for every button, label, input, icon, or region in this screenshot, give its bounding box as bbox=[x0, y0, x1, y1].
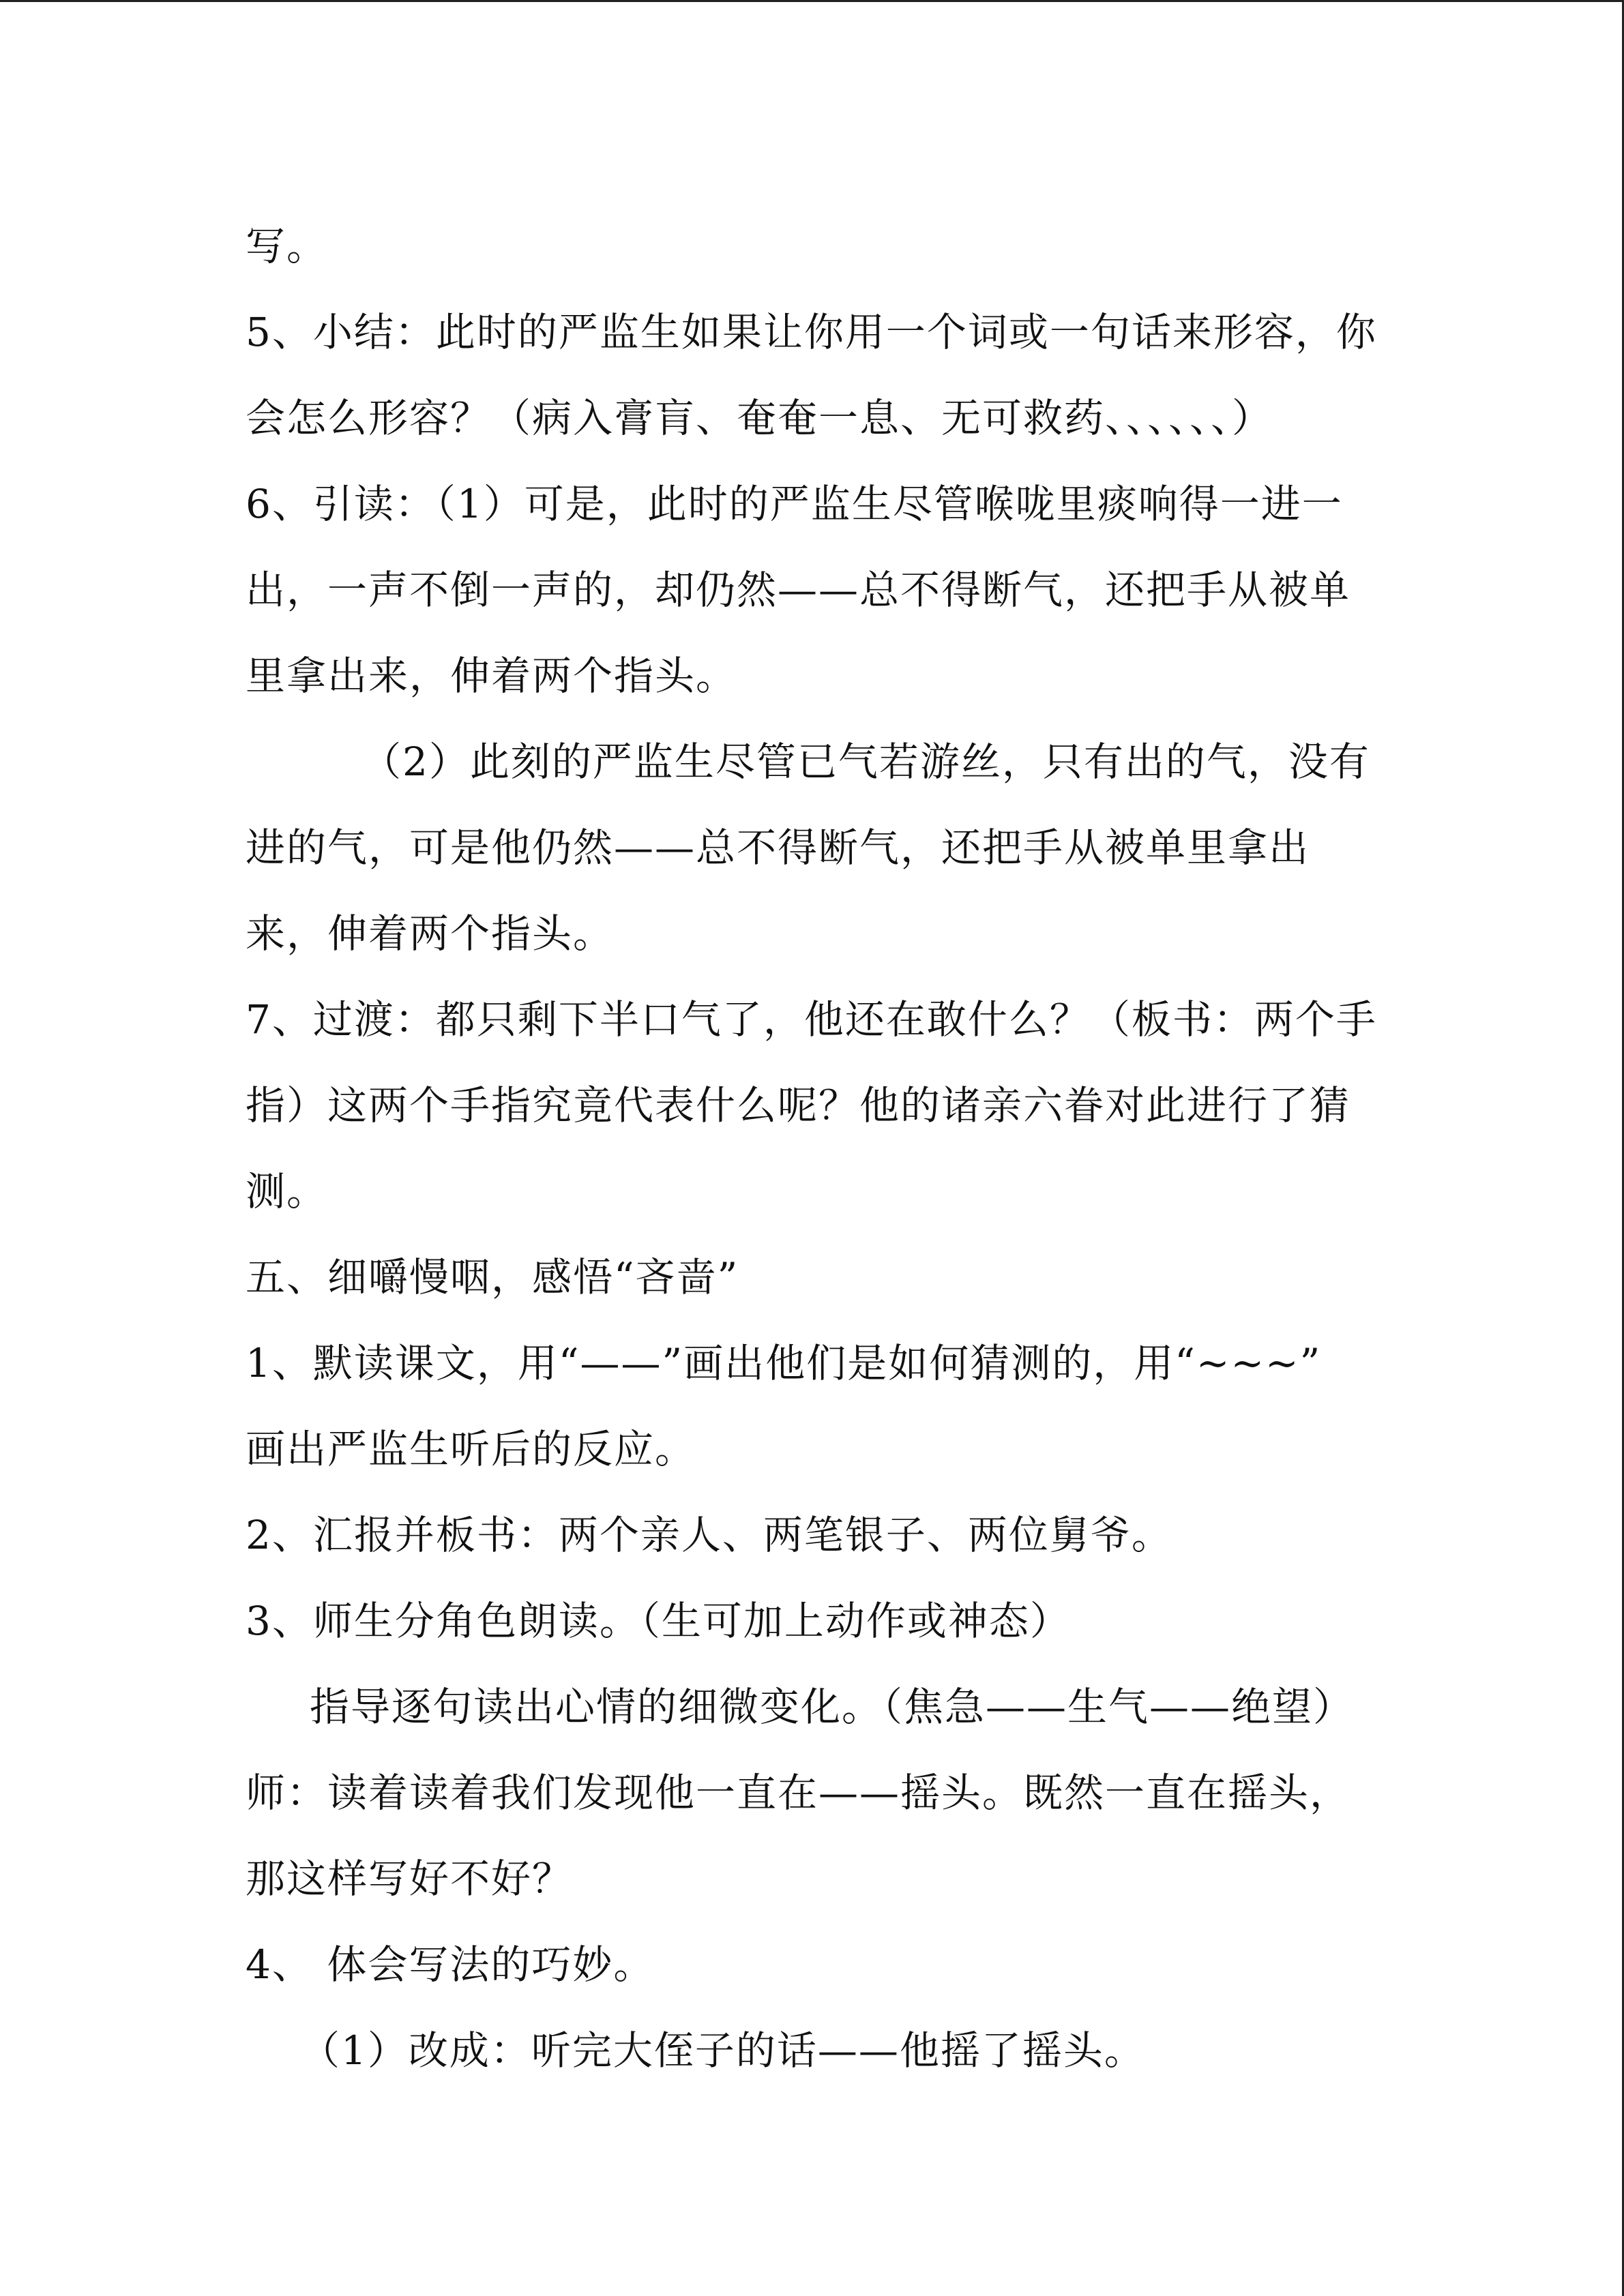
text-line-2: 5、小结：此时的严监生如果让你用一个词或一句话来形容，你 bbox=[246, 309, 1377, 355]
text-line-17: 3、师生分角色朗读。（生可加上动作或神态） bbox=[246, 1598, 1071, 1644]
text-line-4: 6、引读：（1）可是，此时的严监生尽管喉咙里痰响得一进一 bbox=[246, 481, 1343, 527]
text-line-8: 进的气，可是他仍然——总不得断气，还把手从被单里拿出 bbox=[246, 824, 1310, 871]
text-line-21: 4、 体会写法的巧妙。 bbox=[246, 1941, 655, 1988]
text-line-15: 画出严监生听后的反应。 bbox=[246, 1426, 696, 1472]
text-line-14: 1、默读课文，用“——”画出他们是如何猜测的，用“~~~” bbox=[246, 1340, 1322, 1386]
text-line-12: 测。 bbox=[246, 1168, 328, 1214]
text-line-6: 里拿出来，伸着两个指头。 bbox=[246, 653, 737, 699]
section-heading: 五、细嚼慢咽，感悟“吝啬” bbox=[246, 1254, 739, 1300]
document-body bbox=[246, 203, 1378, 2093]
text-line-11: 指）这两个手指究竟代表什么呢？他的诸亲六眷对此进行了猜 bbox=[246, 1082, 1351, 1129]
text-line-22: （1）改成：听完大侄子的话——他摇了摇头。 bbox=[300, 2027, 1145, 2074]
text-line-3: 会怎么形容？（病入膏肓、奄奄一息、无可救药、、、、、、） bbox=[246, 395, 1273, 441]
page-top-border bbox=[0, 0, 1624, 2]
text-line-7: （2）此刻的严监生尽管已气若游丝，只有出的气，没有 bbox=[361, 739, 1370, 785]
text-line-19: 师：读着读着我们发现他一直在——摇头。既然一直在摇头， bbox=[246, 1770, 1351, 1816]
text-line-5: 出，一声不倒一声的，却仍然——总不得断气，还把手从被单 bbox=[246, 567, 1351, 613]
text-line-16: 2、汇报并板书：两个亲人、两笔银子、两位舅爷。 bbox=[246, 1512, 1172, 1558]
text-line-9: 来，伸着两个指头。 bbox=[246, 910, 615, 957]
text-line-10: 7、过渡：都只剩下半口气了，他还在敢什么？（板书：两个手 bbox=[246, 996, 1377, 1043]
text-line-20: 那这样写好不好？ bbox=[246, 1855, 574, 1902]
text-line-1: 写。 bbox=[246, 223, 328, 269]
text-line-18: 指导逐句读出心情的细微变化。（焦急——生气——绝望） bbox=[310, 1684, 1355, 1730]
